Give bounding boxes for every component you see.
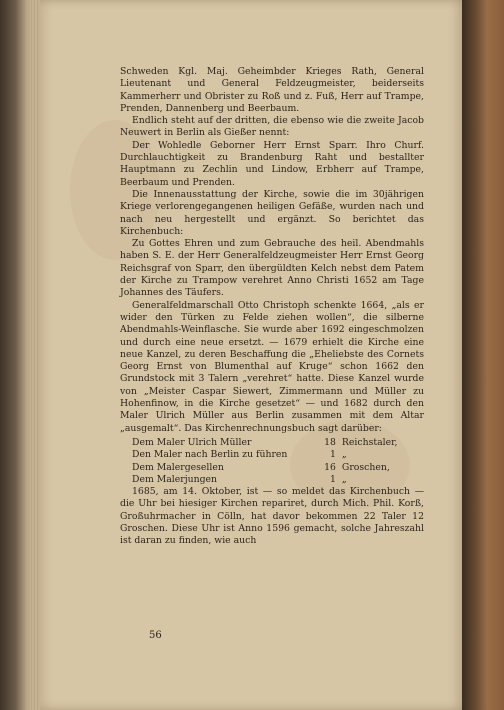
payment-item: Dem Malergesellen	[132, 461, 224, 473]
book-gutter-binding	[462, 0, 504, 710]
payment-amount: 16	[324, 461, 336, 473]
payment-unit: Groschen,	[341, 461, 390, 473]
payment-unit: „	[341, 473, 347, 485]
payment-amount: 18	[324, 436, 336, 448]
table-row	[120, 474, 424, 486]
payment-table	[120, 437, 424, 486]
paragraph: Die Innenausstattung der Kirche, sowie die im 30jährigen Kriege verlorengegangenen heiligen Gefäße, wurden nach und nach neu hergestellt und ergänzt. So berichtet das Kirchenbuch:	[120, 188, 424, 237]
page-number: 56	[149, 630, 162, 641]
paragraph: Endlich steht auf der dritten, die ebenso wie die zweite Jacob Neuwert in Berlin als Gießer nennt:	[120, 115, 424, 139]
payment-item: Dem Malerjungen	[132, 473, 218, 485]
payment-unit: Reichstaler,	[341, 436, 398, 448]
payment-item: Den Maler nach Berlin zu führen	[132, 449, 288, 461]
paragraph: Schweden Kgl. Maj. Geheimbder Krieges Rath, General Lieutenant und General Feldzeugmeister, beiderseits Kammerherr und Obrister zu Roß und z. Fuß, Herr auf Trampe, Prenden, Dannenberg und Beerbaum.	[120, 66, 424, 114]
page-text-block	[120, 66, 424, 548]
table-row	[120, 437, 424, 449]
paragraph: Generalfeldmarschall Otto Christoph schenkte 1664, „als er wider den Türken zu Felde ziehen wollen“, die silberne Abendmahls-Weinflasche. Sie wurde aber 1692 eingeschmolzen und durch eine neue ersetzt. — 1679 erhielt die Kirche eine neue Kanzel, zu deren Beschaffung die „Eheliebste des Cornets Georg Ernst von Blumenthal auf Kruge“ schon 1662 den Grundstock mit 3 Talern „verehret“ hatte. Diese Kanzel wurde von „Meister Caspar Siewert, Zimmermann und Müller zu Hohenfinow, in die Kirche gesetzet“ — und 1682 durch den Maler Ulrich Müller aus Berlin zusammen mit dem Altar „ausgemalt“. Das Kirchenrechnungsbuch sagt darüber:	[120, 299, 424, 434]
table-row	[120, 462, 424, 474]
payment-amount: 1	[329, 473, 336, 485]
paragraph-quote: Der Wohledle Geborner Herr Ernst Sparr. Ihro Churf. Durchlauchtigkeit zu Brandenburg Raht und bestallter Hauptmann zu Zechlin und Lindow, Erbherr auf Trampe, Beerbaum und Prenden.	[120, 139, 424, 188]
paragraph-quote: Zu Gottes Ehren und zum Gebrauche des heil. Abendmahls haben S. E. der Herr Generalfeldzeugmeister Herr Ernst Georg Reichsgraf von Sparr, den übergüldten Kelch nebst dem Patem der Kirche zu Trampow verehret Anno Christi 1652 am Tage Johannes des Täufers.	[120, 238, 424, 299]
paragraph: 1685, am 14. Oktober, ist — so meldet das Kirchenbuch — die Uhr bei hiesiger Kirchen repariret, durch Mich. Phil. Korß, Großuhrmacher in Cölln, hat davor bekommen 22 Taler 12 Groschen. Diese Uhr ist Anno 1596 gemacht, solche Jahreszahl ist daran zu finden, wie auch	[120, 486, 424, 547]
payment-unit: „	[341, 449, 347, 461]
table-row	[120, 449, 424, 461]
payment-item: Dem Maler Ulrich Müller	[132, 436, 252, 448]
payment-amount: 1	[329, 449, 336, 461]
